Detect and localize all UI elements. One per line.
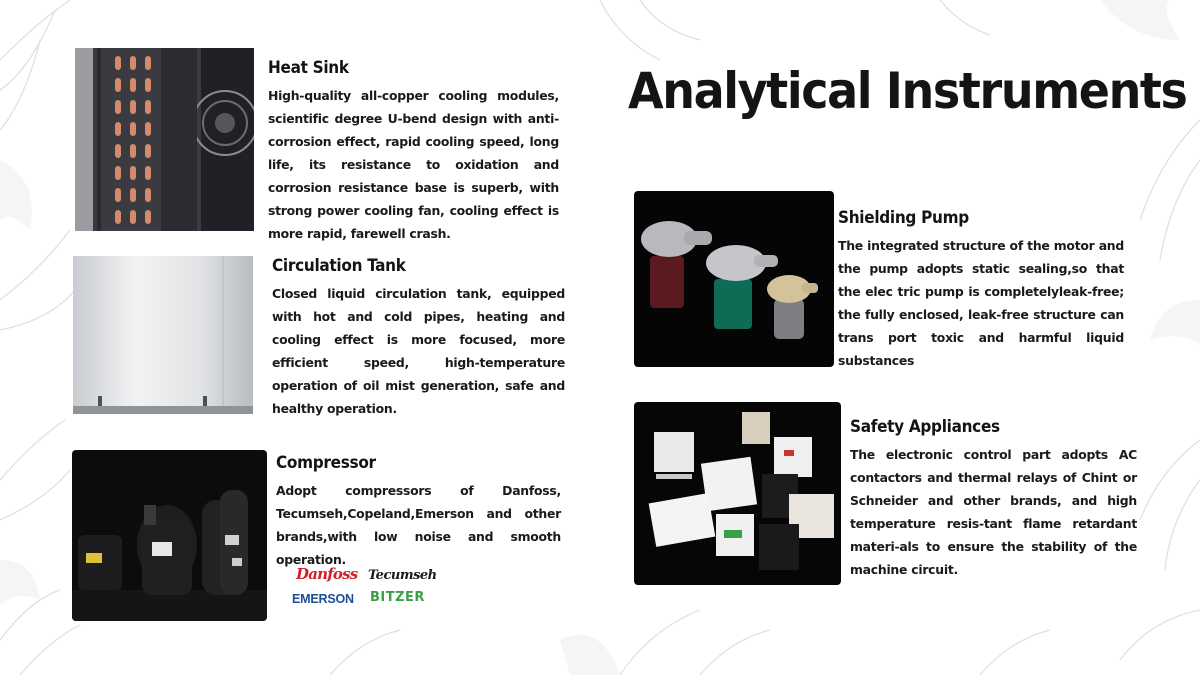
page-title: Analytical Instruments xyxy=(628,62,1187,120)
circulation-tank-photo xyxy=(73,256,253,414)
bitzer-logo: BITZER xyxy=(370,590,425,605)
shielding-pump-description: The integrated structure of the motor and the pump adopts static sealing,so that the elec tric pump is completelyleak-free; the fully enclosed, leak-free structure can trans port toxic and harmful liquid substances xyxy=(838,238,1124,368)
circulation-tank-title: Circulation Tank xyxy=(272,256,406,276)
safety-appliances-description: The electronic control part adopts AC contactors and thermal relays of Chint or Schneider and other brands, and high temperature resis-tant flame retardant materi-als to ensure the stability of the machine circuit. xyxy=(850,447,1137,577)
compressor-description: Adopt compressors of Danfoss, Tecumseh,Copeland,Emerson and other brands,with low noise and smooth operation. xyxy=(276,483,561,567)
compressor-photo xyxy=(72,450,267,621)
compressor-brand-logos xyxy=(290,565,435,607)
emerson-logo: EMERSON xyxy=(292,592,354,606)
heat-sink-description: High-quality all-copper cooling modules, scientific degree U-bend design with anti-corrosion effect, rapid cooling speed, long life, its resistance to oxidation and corrosion resistance base is superb, with strong power cooling fan, cooling effect is more rapid, farewell crash. xyxy=(268,88,559,241)
compressor-title: Compressor xyxy=(276,453,376,473)
tecumseh-logo: Tecumseh xyxy=(368,568,437,583)
danfoss-logo: Danfoss xyxy=(296,565,358,583)
circulation-tank-description: Closed liquid circulation tank, equipped with hot and cold pipes, heating and cooling effect is more focused, more efficient speed, high-temperature operation of oil mist generation, safe and healthy operation. xyxy=(272,286,565,416)
safety-appliances-title: Safety Appliances xyxy=(850,417,1000,437)
shielding-pump-title: Shielding Pump xyxy=(838,208,969,228)
shielding-pump-photo xyxy=(634,191,834,367)
heat-sink-title: Heat Sink xyxy=(268,58,349,78)
safety-appliances-photo xyxy=(634,402,841,585)
heat-sink-photo xyxy=(75,48,254,231)
